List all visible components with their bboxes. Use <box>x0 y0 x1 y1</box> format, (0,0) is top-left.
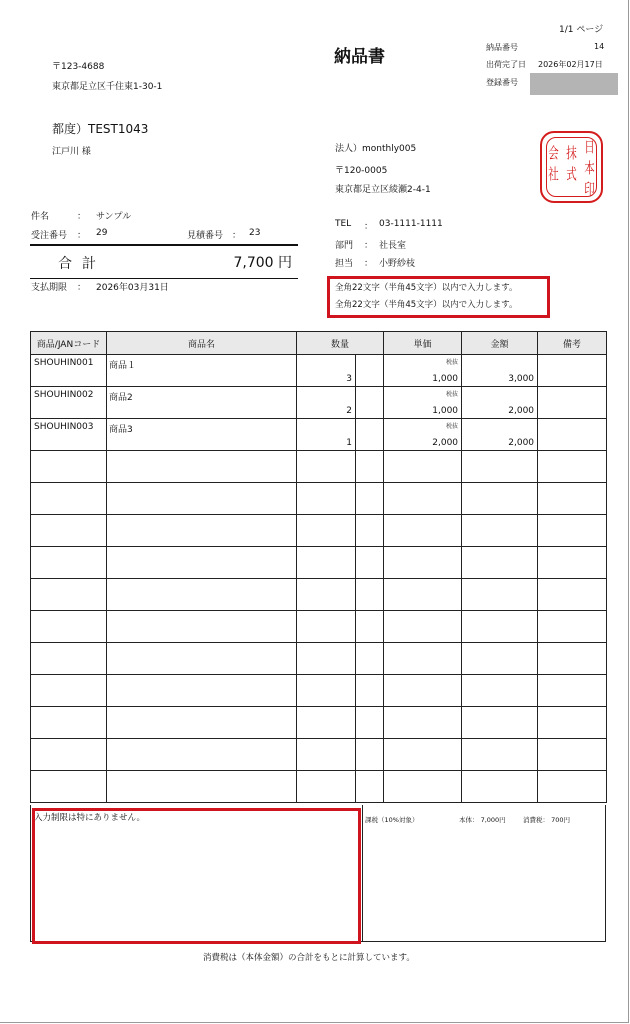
cell-code <box>31 611 107 643</box>
cell-qty <box>297 579 356 611</box>
seal-char: 本 <box>584 159 595 177</box>
item-code: SHOUHIN003 <box>34 422 94 432</box>
cell-price <box>384 451 462 483</box>
cell-name <box>107 643 297 675</box>
cell-amount <box>462 419 538 451</box>
table-header-row <box>31 332 607 355</box>
tax-base-amount: 本体： 7,000円 <box>459 816 506 824</box>
cell-amount <box>462 483 538 515</box>
sender-postal: 〒120-0005 <box>335 166 388 176</box>
cell-code <box>31 515 107 547</box>
col-header-amount: 金額 <box>462 332 538 355</box>
cell-price <box>384 355 462 387</box>
delivery-number-value: 14 <box>594 42 605 51</box>
col-header-price: 単価 <box>384 332 462 355</box>
col-header-name: 商品名 <box>107 332 297 355</box>
cell-qty <box>297 611 356 643</box>
item-amount: 2,000 <box>508 438 535 448</box>
cell-price <box>384 707 462 739</box>
seal-char: 印 <box>584 180 595 198</box>
cell-price <box>384 611 462 643</box>
seal-char: 社 <box>548 165 559 183</box>
item-name: 商品3 <box>109 425 133 435</box>
cell-remarks <box>538 675 607 707</box>
cell-qty <box>297 547 356 579</box>
ship-date-label: 出荷完了日 <box>486 60 526 69</box>
cell-remarks <box>538 739 607 771</box>
staff-value: 小野紗枝 <box>379 259 416 269</box>
cell-code <box>31 707 107 739</box>
recipient-company: 都度）TEST1043 <box>52 122 149 136</box>
page-indicator: 1/1 ページ <box>559 25 604 35</box>
cell-code <box>31 739 107 771</box>
cell-qty <box>297 707 356 739</box>
cell-remarks <box>538 451 607 483</box>
item-qty: 2 <box>346 406 352 416</box>
cell-qty <box>297 419 356 451</box>
cell-remarks <box>538 419 607 451</box>
cell-name <box>107 611 297 643</box>
cell-name <box>107 707 297 739</box>
remarks-highlight <box>32 808 361 944</box>
cell-amount <box>462 451 538 483</box>
cell-qty <box>297 387 356 419</box>
sender-address: 東京都足立区綾瀬2-4-1 <box>335 185 431 195</box>
cell-qty <box>297 675 356 707</box>
cell-unit <box>356 675 384 707</box>
cell-price <box>384 739 462 771</box>
cell-qty <box>297 515 356 547</box>
staff-label: 担当 <box>335 259 354 269</box>
cell-name <box>107 771 297 803</box>
document-title: 納品書 <box>334 47 385 67</box>
sender-company: 法人）monthly005 <box>335 144 417 154</box>
cell-remarks <box>538 643 607 675</box>
cell-unit <box>356 579 384 611</box>
cell-name <box>107 419 297 451</box>
payment-deadline-colon: ： <box>77 283 87 293</box>
cell-price <box>384 387 462 419</box>
table-row <box>31 355 607 387</box>
cell-name <box>107 355 297 387</box>
order-number-colon: ： <box>77 231 87 241</box>
cell-price <box>384 675 462 707</box>
item-amount: 2,000 <box>508 406 535 416</box>
items-table <box>30 331 607 803</box>
cell-name <box>107 675 297 707</box>
seal-char: 日 <box>584 138 595 156</box>
cell-qty <box>297 643 356 675</box>
empty-row <box>31 547 607 579</box>
tel-label: TEL <box>335 219 352 229</box>
cell-price <box>384 771 462 803</box>
cell-unit <box>356 643 384 675</box>
tax-amount: 消費税： 700円 <box>523 816 570 824</box>
empty-row <box>31 483 607 515</box>
cell-name <box>107 483 297 515</box>
cell-unit <box>356 355 384 387</box>
cell-name <box>107 579 297 611</box>
cell-name <box>107 387 297 419</box>
payment-deadline-value: 2026年03月31日 <box>96 283 169 293</box>
tax-excluded-note: 税抜 <box>446 391 459 398</box>
cell-amount <box>462 611 538 643</box>
cell-remarks <box>538 611 607 643</box>
subject-label: 件名 <box>31 212 50 222</box>
cell-code <box>31 483 107 515</box>
footer-note: 消費税は（本体金額）の合計をもとに計算しています。 <box>203 953 415 963</box>
cell-unit <box>356 739 384 771</box>
cell-remarks <box>538 515 607 547</box>
registration-redacted <box>530 73 618 95</box>
cell-unit <box>356 451 384 483</box>
summary-divider <box>362 805 363 941</box>
tax-category: 課税（10%対象） <box>365 816 419 824</box>
order-number-label: 受注番号 <box>31 231 68 241</box>
cell-remarks <box>538 355 607 387</box>
cell-price <box>384 483 462 515</box>
cell-price <box>384 579 462 611</box>
order-number-value: 29 <box>96 228 108 238</box>
cell-amount <box>462 387 538 419</box>
company-seal <box>540 131 603 203</box>
empty-row <box>31 675 607 707</box>
cell-name <box>107 515 297 547</box>
item-qty: 1 <box>346 438 352 448</box>
col-header-qty: 数量 <box>297 332 384 355</box>
cell-amount <box>462 515 538 547</box>
quote-number-value: 23 <box>249 228 261 238</box>
empty-row <box>31 643 607 675</box>
cell-remarks <box>538 579 607 611</box>
cell-amount <box>462 547 538 579</box>
cell-price <box>384 419 462 451</box>
cell-amount <box>462 579 538 611</box>
table-row <box>31 387 607 419</box>
item-code: SHOUHIN002 <box>34 390 94 400</box>
item-price: 1,000 <box>432 374 459 384</box>
cell-amount <box>462 771 538 803</box>
col-header-remarks: 備考 <box>538 332 607 355</box>
cell-amount <box>462 675 538 707</box>
cell-code <box>31 771 107 803</box>
cell-code <box>31 547 107 579</box>
cell-remarks <box>538 771 607 803</box>
cell-price <box>384 643 462 675</box>
sender-note-2: 全角22文字（半角45文字）以内で入力します。 <box>335 300 518 310</box>
recipient-address: 東京都足立区千住東1-30-1 <box>52 82 163 92</box>
cell-code <box>31 643 107 675</box>
item-name: 商品2 <box>109 393 133 403</box>
empty-row <box>31 771 607 803</box>
cell-unit <box>356 611 384 643</box>
item-qty: 3 <box>346 374 352 384</box>
cell-code <box>31 675 107 707</box>
subject-colon: ： <box>77 212 87 222</box>
cell-qty <box>297 355 356 387</box>
department-label: 部門 <box>335 241 354 251</box>
recipient-person: 江戸川 様 <box>52 147 91 157</box>
remarks-text: 入力制限は特にありません。 <box>34 813 146 823</box>
cell-unit <box>356 547 384 579</box>
cell-code <box>31 355 107 387</box>
cell-code <box>31 387 107 419</box>
payment-deadline-label: 支払期限 <box>31 283 68 293</box>
empty-row <box>31 451 607 483</box>
cell-amount <box>462 643 538 675</box>
tel-value: 03-1111-1111 <box>379 219 443 229</box>
cell-remarks <box>538 547 607 579</box>
empty-row <box>31 611 607 643</box>
cell-unit <box>356 771 384 803</box>
ship-date-value: 2026年02月17日 <box>538 60 603 69</box>
subject-value: サンプル <box>96 212 132 222</box>
recipient-postal: 〒123-4688 <box>52 62 105 72</box>
item-amount: 3,000 <box>508 374 535 384</box>
total-label: 合計 <box>58 256 106 272</box>
seal-char: 抹 <box>566 144 577 162</box>
item-price: 1,000 <box>432 406 459 416</box>
seal-char: 式 <box>566 165 577 183</box>
cell-name <box>107 547 297 579</box>
quote-number-label: 見積番号 <box>187 231 224 241</box>
quote-number-colon: ： <box>232 231 242 241</box>
cell-remarks <box>538 707 607 739</box>
cell-unit <box>356 419 384 451</box>
cell-unit <box>356 707 384 739</box>
total-value: 7,700 円 <box>233 255 292 271</box>
cell-code <box>31 419 107 451</box>
empty-row <box>31 707 607 739</box>
cell-qty <box>297 771 356 803</box>
cell-name <box>107 739 297 771</box>
cell-amount <box>462 707 538 739</box>
empty-row <box>31 579 607 611</box>
delivery-number-label: 納品番号 <box>486 43 518 52</box>
cell-code <box>31 451 107 483</box>
total-box <box>30 244 298 279</box>
cell-qty <box>297 483 356 515</box>
item-code: SHOUHIN001 <box>34 358 94 368</box>
cell-price <box>384 547 462 579</box>
staff-colon: ： <box>364 259 374 269</box>
tel-colon: ： <box>364 222 374 232</box>
cell-remarks <box>538 387 607 419</box>
tax-excluded-note: 税抜 <box>446 359 459 366</box>
tax-excluded-note: 税抜 <box>446 423 459 430</box>
department-value: 社長室 <box>379 241 407 251</box>
cell-amount <box>462 355 538 387</box>
cell-unit <box>356 483 384 515</box>
cell-name <box>107 451 297 483</box>
cell-unit <box>356 387 384 419</box>
sender-note-1: 全角22文字（半角45文字）以内で入力します。 <box>335 283 518 293</box>
cell-qty <box>297 451 356 483</box>
table-row <box>31 419 607 451</box>
empty-row <box>31 739 607 771</box>
cell-qty <box>297 739 356 771</box>
item-name: 商品１ <box>109 361 137 371</box>
empty-row <box>31 515 607 547</box>
cell-amount <box>462 739 538 771</box>
cell-price <box>384 515 462 547</box>
col-header-code: 商品/JANコード <box>31 332 107 355</box>
cell-code <box>31 579 107 611</box>
cell-unit <box>356 515 384 547</box>
registration-label: 登録番号 <box>486 78 518 87</box>
department-colon: ： <box>364 241 374 251</box>
item-price: 2,000 <box>432 438 459 448</box>
seal-char: 会 <box>548 144 559 162</box>
cell-remarks <box>538 483 607 515</box>
